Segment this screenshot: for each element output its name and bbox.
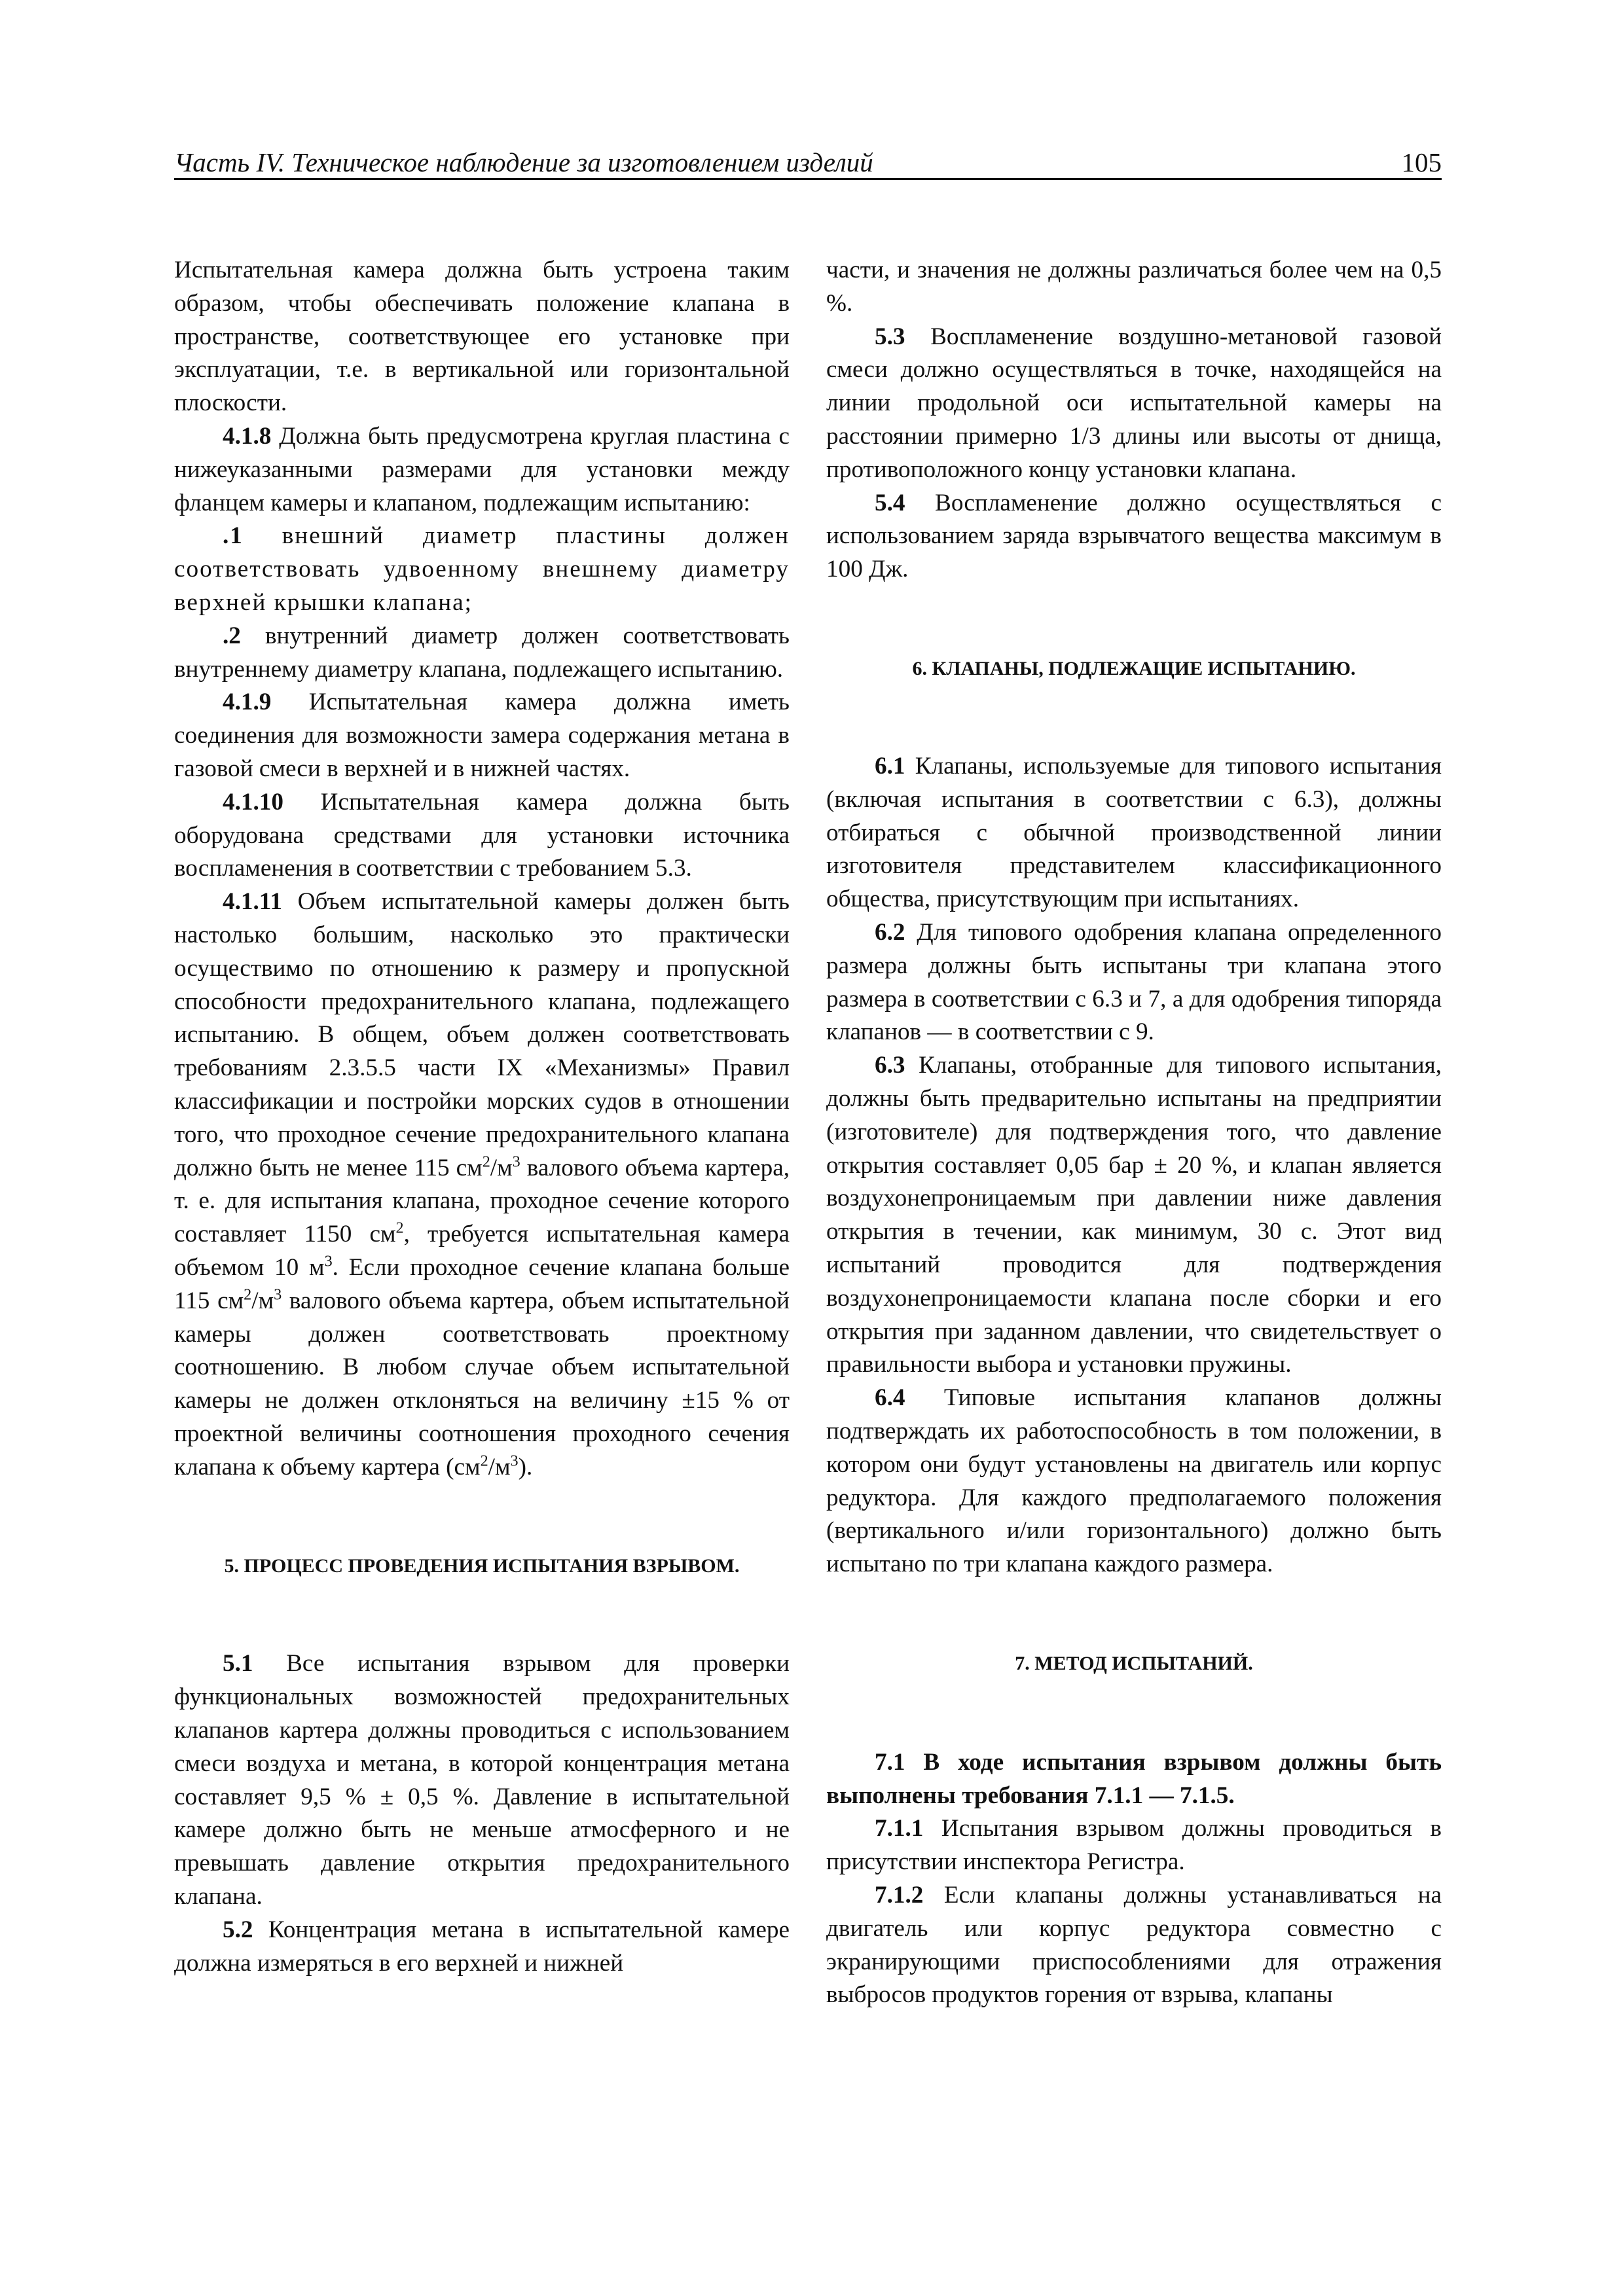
page-number: 105 [1401,147,1442,177]
clause-number: 6.3 [875,1052,905,1079]
paragraph-6-4 [826,1382,1442,1581]
item-text: внешний диаметр пластины должен соответствовать удвоенному внешнему диаметру верхней крышки клапана; [174,522,790,616]
left-column [174,254,790,1980]
paragraph-5-2 [174,1914,790,1981]
clause-number: 4.1.10 [223,788,283,816]
clause-text: Испытательная камера должна быть оборудована средствами для установки источника воспламенения в соответствии с требованием 5.3. [174,788,790,882]
paragraph-6-3 [826,1049,1442,1382]
text-run: /м [490,1154,513,1181]
clause-text: Должна быть предусмотрена круглая пластина с нижеуказанными размерами для установки между фланцем камеры и клапаном, подлежащим испытанию: [174,422,790,516]
running-header [174,145,1442,179]
paragraph-4-1-8-item-2 [174,620,790,687]
clause-number: 6.1 [875,752,905,780]
superscript: 2 [482,1153,490,1171]
text-run: /м [251,1287,274,1314]
superscript: 3 [510,1452,519,1470]
text-run: валового объема картера, т. е. для испытания клапана, проходное сечение которого составляет 1150 см [174,1154,790,1248]
paragraph-5-2-continued: части, и значения не должны различаться более чем на 0,5 %. [826,257,1442,317]
clause-text: Все испытания взрывом для проверки функциональных возможностей предохранительных клапанов картера должны проводиться с использованием смеси воздуха и метана, в которой концентрация метана составляет 9,5 % ± 0,5 %. Давление в испытательной камере должно быть не меньше атмосферного и не превышать давление открытия предохранительного клапана. [174,1650,790,1910]
paragraph-4-1-8-item-1 [174,520,790,619]
paragraph-4-1-9 [174,686,790,785]
text-run: ). [518,1453,533,1480]
clause-text: Воспламенение воздушно-метановой газовой смеси должно осуществляться в точке, находящейся на линии продольной оси испытательной камеры на расстоянии примерно 1/3 длины или высоты от днища, противоположного концу установки клапана. [826,323,1442,483]
clause-number: 4.1.9 [223,689,272,716]
clause-text: Клапаны, используемые для типового испытания (включая испытания в соответствии с 6.3), должны отбираться с обычной производственной линии изготовителя представителем классификационного общества, присутствующим при испытаниях. [826,752,1442,913]
text-run: , требуется испытательная камера объемом 10 м [174,1221,790,1281]
header-rule [174,178,1442,180]
clause-number: 7.1.2 [875,1882,924,1909]
paragraph-7-1: 7.1 В ходе испытания взрывом должны быть выполнены требования 7.1.1 — 7.1.5. [826,1748,1442,1809]
clause-text: Воспламенение должно осуществляться с использованием заряда взрывчатого вещества максимум в 100 Дж. [826,489,1442,583]
superscript: 3 [324,1252,333,1270]
paragraph-4-1-11 [174,886,790,1484]
right-column [826,254,1442,2012]
clause-text: Концентрация метана в испытательной камере должна измеряться в его верхней и нижней [174,1916,790,1977]
clause-text: Для типового одобрения клапана определенного размера должны быть испытаны три клапана этого размера в соответствии с 6.3 и 7, а для одобрения типоряда клапанов — в соответствии с 9. [826,918,1442,1046]
paragraph-7-1-2 [826,1879,1442,2012]
clause-number: 5.1 [223,1650,253,1677]
paragraph-4-1-10 [174,786,790,886]
item-text: внутренний диаметр должен соответствовать внутреннему диаметру клапана, подлежащего испытанию. [174,622,790,683]
clause-number: 4.1.8 [223,422,272,450]
header-title: Часть IV. Техническое наблюдение за изготовлением изделий [174,147,873,177]
text-run: Объем испытательной камеры должен быть настолько большим, насколько это практически осуществимо по отношению к размеру и пропускной способности предохранительного клапана, подлежащего испытанию. В общем, объем должен соответствовать требованиям 2.3.5.5 части IX «Механизмы» Правил классификации и постройки морских судов в отношении того, что проходное сечение предохранительного клапана должно быть не менее 115 см [174,888,790,1181]
superscript: 2 [480,1452,488,1470]
clause-number: 6.2 [875,918,905,946]
clause-text: Клапаны, отобранные для типового испытания, должны быть предварительно испытаны на предприятии (изготовителе) для подтверждения того, что давление открытия составляет 0,05 бар ± 20 %, и клапан является воздухонепроницаемым при давлении ниже давления открытия в течении, как минимум, 30 с. Этот вид испытаний проводится для подтверждения воздухонепроницаемости клапана после сборки и его открытия при заданном давлении, что свидетельствует о правильности выбора и установки пружины. [826,1052,1442,1378]
text-run: /м [488,1453,511,1480]
text-run: валового объема картера, объем испытательной камеры должен соответствовать проектному соотношению. В любом случае объем испытательной камеры не должен отклоняться на величину ±15 % от проектной величины соотношения проходного сечения клапана к объему картера (см [174,1287,790,1480]
paragraph-5-3 [826,321,1442,487]
clause-number: 5.2 [223,1916,253,1943]
paragraph-intro: Испытательная камера должна быть устроена таким образом, чтобы обеспечивать положение клапана в пространстве, соответствующее его установке при эксплуатации, т.е. в вертикальной или горизонтальной плоскости. [174,257,790,417]
clause-number: 6.4 [875,1384,905,1412]
paragraph-5-1 [174,1647,790,1913]
paragraph-6-2 [826,916,1442,1049]
paragraph-4-1-8 [174,420,790,520]
paragraph-6-1 [826,750,1442,916]
clause-text: Испытательная камера должна иметь соединения для возможности замера содержания метана в газовой смеси в верхней и в нижней частях. [174,689,790,782]
text-run: . Если проходное сечение клапана больше 115 см [174,1253,790,1314]
clause-number: 5.4 [875,489,905,516]
paragraph-5-4 [826,487,1442,586]
clause-text: Испытания взрывом должны проводиться в присутствии инспектора Регистра. [826,1815,1442,1876]
clause-number: 4.1.11 [223,888,282,916]
clause-number: 5.3 [875,323,905,350]
superscript: 2 [244,1285,252,1304]
paragraph-7-1-1 [826,1812,1442,1879]
superscript: 3 [274,1285,282,1304]
clause-text: Если клапаны должны устанавливаться на двигатель или корпус редуктора совместно с экранирующими приспособлениями для отражения выбросов продуктов горения от взрыва, клапаны [826,1882,1442,2009]
item-number: .1 [223,522,244,550]
section-heading-7: 7. МЕТОД ИСПЫТАНИЙ. [1015,1652,1253,1674]
clause-number: 7.1.1 [875,1815,924,1842]
section-heading-5: 5. ПРОЦЕСС ПРОВЕДЕНИЯ ИСПЫТАНИЯ ВЗРЫВОМ. [224,1555,740,1577]
section-heading-6: 6. КЛАПАНЫ, ПОДЛЕЖАЩИЕ ИСПЫТАНИЮ. [912,657,1356,679]
superscript: 3 [512,1153,520,1171]
superscript: 2 [395,1219,404,1237]
item-number: .2 [223,622,241,649]
clause-text: Типовые испытания клапанов должны подтверждать их работоспособность в том положении, в котором они будут установлены на двигатель или корпус редуктора. Для каждого предполагаемого положения (вертикального и/или горизонтального) должно быть испытано по три клапана каждого размера. [826,1384,1442,1578]
